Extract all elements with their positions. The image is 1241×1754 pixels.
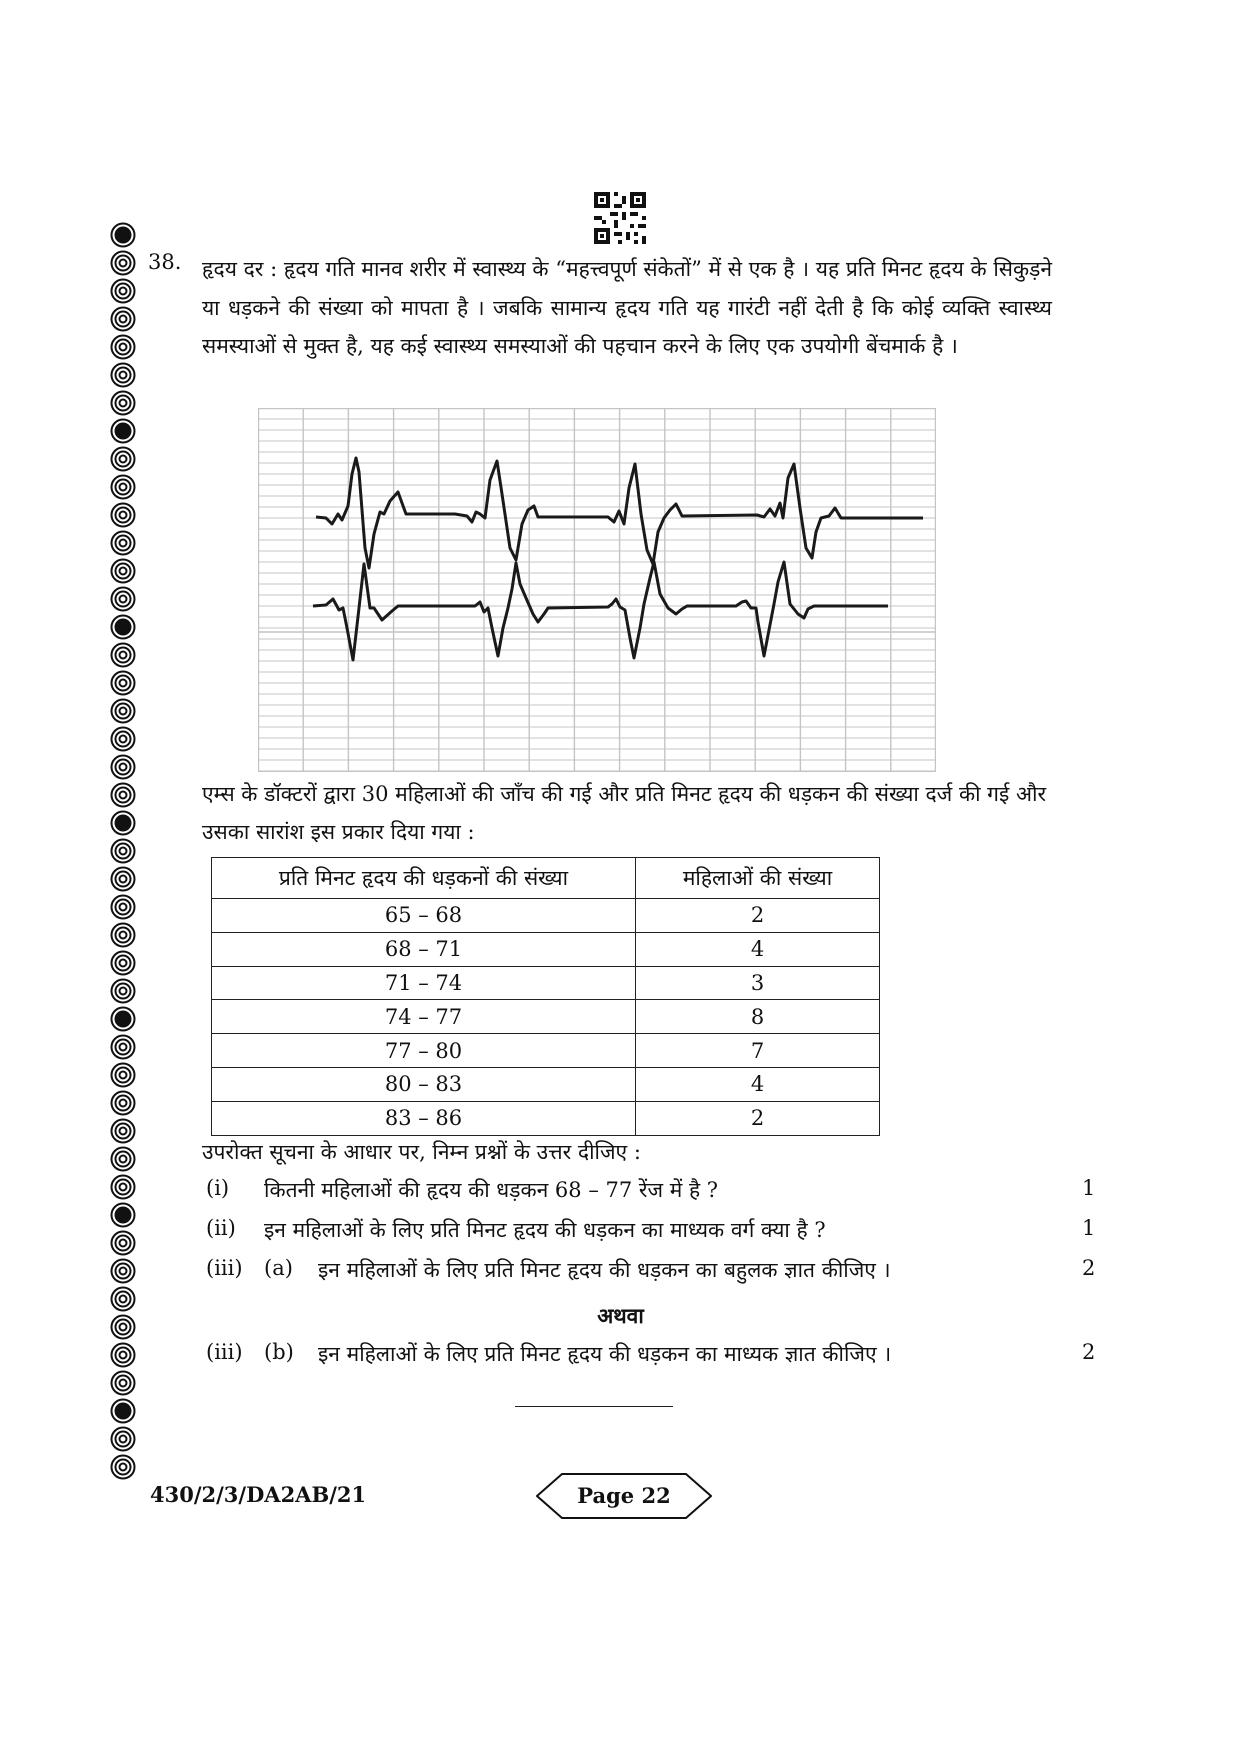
margin-ring-icon [110, 978, 136, 1004]
table-row [212, 899, 880, 933]
margin-ring-icon [110, 866, 136, 892]
end-rule [515, 1406, 673, 1407]
question-intro: हृदय दर : हृदय गति मानव शरीर में स्वास्थ्य के “महत्त्वपूर्ण संकेतों” में से एक है । यह प्रति मिनट हृदय के सिकुड़ने या धड़कने की संख्या को मापता है । जबकि सामान्य हृदय गति यह गारंटी नहीं देती है कि कोई व्यक्ति स्वास्थ्य समस्याओं से मुक्त है, यह कई स्वास्थ्य समस्याओं की पहचान करने के लिए एक उपयोगी बेंचमार्क है । [202, 257, 1052, 358]
margin-ring-icon [110, 306, 136, 332]
subquestion-number: (i) [206, 1176, 230, 1200]
subquestion-number: (ii) [206, 1216, 236, 1240]
cell-class-interval: 80 – 83 [212, 1067, 636, 1101]
table-header-row [212, 858, 880, 899]
margin-ring-icon [110, 362, 136, 388]
cell-frequency: 2 [636, 899, 880, 933]
subquestion-part: (b) [264, 1340, 294, 1364]
qr-code-icon [594, 192, 646, 244]
cell-frequency: 4 [636, 932, 880, 966]
margin-ring-icon [110, 1398, 136, 1424]
margin-ring-icon [110, 530, 136, 556]
subquestion-number: (iii) [206, 1256, 243, 1280]
margin-ring-icon [110, 614, 136, 640]
subquestion-ii [0, 1216, 1241, 1252]
header-women-count: महिलाओं की संख्या [636, 858, 880, 899]
margin-ring-icon [110, 782, 136, 808]
table-row [212, 966, 880, 1000]
subquestion-text: इन महिलाओं के लिए प्रति मिनट हृदय की धड़कन का बहुलक ज्ञात कीजिए । [318, 1258, 891, 1282]
margin-ring-icon [110, 586, 136, 612]
margin-ring-icon [110, 390, 136, 416]
subquestion-i [0, 1176, 1241, 1212]
table-row [212, 1067, 880, 1101]
ecg-trace-bottom [313, 562, 888, 660]
cell-class-interval: 65 – 68 [212, 899, 636, 933]
margin-ring-icon [110, 418, 136, 444]
margin-ring-icon [110, 838, 136, 864]
margin-ring-icon [110, 642, 136, 668]
subquestion-iii-b [0, 1340, 1241, 1376]
cell-class-interval: 71 – 74 [212, 966, 636, 1000]
or-divider: अथवा [597, 1303, 644, 1328]
cell-class-interval: 68 – 71 [212, 932, 636, 966]
cell-frequency: 4 [636, 1067, 880, 1101]
instruction-text: उपरोक्त सूचना के आधार पर, निम्न प्रश्नों के उत्तर दीजिए : [202, 1140, 641, 1164]
margin-ring-icon [110, 446, 136, 472]
margin-ring-icon [110, 950, 136, 976]
margin-ring-icon [110, 698, 136, 724]
margin-ring-icon [110, 278, 136, 304]
margin-ring-icon [110, 334, 136, 360]
margin-ring-icon [110, 922, 136, 948]
margin-ring-icon [110, 894, 136, 920]
marks: 2 [1082, 1340, 1096, 1364]
marks: 2 [1082, 1256, 1096, 1280]
subquestion-part: (a) [264, 1256, 293, 1280]
margin-ring-icon [110, 502, 136, 528]
frequency-table [211, 857, 880, 1136]
page-label: Page 22 [577, 1483, 671, 1508]
margin-ring-icon [110, 810, 136, 836]
margin-ring-icon [110, 1146, 136, 1172]
cell-frequency: 3 [636, 966, 880, 1000]
cell-frequency: 8 [636, 1000, 880, 1034]
margin-ring-icon [110, 558, 136, 584]
header-heartbeats: प्रति मिनट हृदय की धड़कनों की संख्या [212, 858, 636, 899]
question-number: 38. [148, 250, 182, 274]
margin-ring-strip [110, 222, 138, 1482]
subquestion-text: इन महिलाओं के लिए प्रति मिनट हृदय की धड़कन का माध्यक ज्ञात कीजिए । [318, 1342, 892, 1366]
marks: 1 [1082, 1176, 1096, 1200]
subquestion-iii-a [0, 1256, 1241, 1292]
margin-ring-icon [110, 670, 136, 696]
margin-ring-icon [110, 1034, 136, 1060]
paper-code: 430/2/3/DA2AB/21 [150, 1482, 367, 1507]
cell-frequency: 7 [636, 1034, 880, 1068]
page-number-box [536, 1472, 712, 1520]
margin-ring-icon [110, 1118, 136, 1144]
margin-ring-icon [110, 1006, 136, 1032]
marks: 1 [1082, 1216, 1096, 1240]
subquestion-text: कितनी महिलाओं की हृदय की धड़कन 68 – 77 रेंज में है ? [264, 1178, 719, 1202]
margin-ring-icon [110, 1062, 136, 1088]
cell-class-interval: 77 – 80 [212, 1034, 636, 1068]
margin-ring-icon [110, 726, 136, 752]
ecg-waveform-illustration [258, 408, 936, 772]
cell-class-interval: 83 – 86 [212, 1101, 636, 1135]
table-row [212, 1034, 880, 1068]
margin-ring-icon [110, 250, 136, 276]
data-intro: एम्स के डॉक्टरों द्वारा 30 महिलाओं की जाँच की गई और प्रति मिनट हृदय की धड़कन की संख्या दर्ज की गई और उसका सारांश इस प्रकार दिया गया : [202, 782, 1047, 844]
table-row [212, 1000, 880, 1034]
margin-ring-icon [110, 754, 136, 780]
margin-ring-icon [110, 1454, 136, 1480]
cell-frequency: 2 [636, 1101, 880, 1135]
cell-class-interval: 74 – 77 [212, 1000, 636, 1034]
margin-ring-icon [110, 1090, 136, 1116]
margin-ring-icon [110, 1426, 136, 1452]
margin-ring-icon [110, 474, 136, 500]
subquestion-text: इन महिलाओं के लिए प्रति मिनट हृदय की धड़कन का माध्यक वर्ग क्या है ? [264, 1218, 826, 1242]
margin-ring-icon [110, 222, 136, 248]
table-row [212, 932, 880, 966]
subquestion-number: (iii) [206, 1340, 243, 1364]
table-row [212, 1101, 880, 1135]
